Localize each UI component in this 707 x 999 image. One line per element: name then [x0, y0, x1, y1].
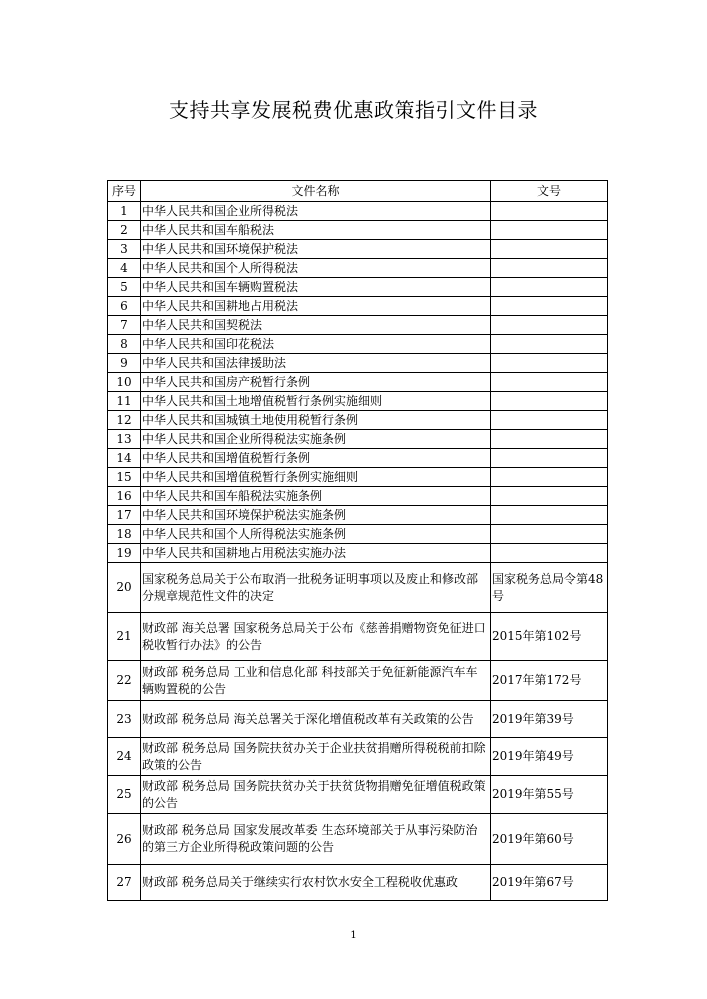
- document-name-cell: 中华人民共和国环境保护税法: [141, 240, 491, 259]
- table-row: [108, 449, 608, 468]
- document-number-cell: [491, 525, 608, 544]
- table-row: [108, 814, 608, 865]
- document-number-cell: 国家税务总局令第48号: [491, 563, 608, 613]
- document-number-cell: 2019年第49号: [491, 738, 608, 776]
- document-number-cell: 2019年第67号: [491, 865, 608, 901]
- row-number-cell: 16: [108, 487, 141, 506]
- document-number-cell: [491, 316, 608, 335]
- table-row: [108, 865, 608, 901]
- document-name-cell: 财政部 税务总局 国家发展改革委 生态环境部关于从事污染防治的第三方企业所得税政策问题的公告: [141, 814, 491, 865]
- row-number-cell: 17: [108, 506, 141, 525]
- row-number-cell: 25: [108, 776, 141, 814]
- document-number-cell: [491, 487, 608, 506]
- column-header-document-name: 文件名称: [141, 181, 491, 202]
- document-number-cell: 2019年第55号: [491, 776, 608, 814]
- document-name-cell: 中华人民共和国土地增值税暂行条例实施细则: [141, 392, 491, 411]
- row-number-cell: 12: [108, 411, 141, 430]
- document-name-cell: 国家税务总局关于公布取消一批税务证明事项以及废止和修改部分规章规范性文件的决定: [141, 563, 491, 613]
- table-row: [108, 544, 608, 563]
- page-number: 1: [350, 930, 357, 941]
- document-name-cell: 财政部 税务总局 国务院扶贫办关于扶贫货物捐赠免征增值税政策的公告: [141, 776, 491, 814]
- document-number-cell: [491, 259, 608, 278]
- table-row: [108, 613, 608, 661]
- table-row: [108, 259, 608, 278]
- document-name-cell: 中华人民共和国车船税法实施条例: [141, 487, 491, 506]
- document-number-cell: 2015年第102号: [491, 613, 608, 661]
- table-row: [108, 221, 608, 240]
- document-number-cell: [491, 373, 608, 392]
- document-title: 支持共享发展税费优惠政策指引文件目录: [169, 98, 538, 122]
- document-number-cell: [491, 297, 608, 316]
- document-name-cell: 财政部 税务总局关于继续实行农村饮水安全工程税收优惠政: [141, 865, 491, 901]
- document-number-cell: [491, 278, 608, 297]
- table-row: [108, 297, 608, 316]
- table-row: [108, 701, 608, 738]
- table-row: [108, 661, 608, 701]
- document-name-cell: 财政部 税务总局 国务院扶贫办关于企业扶贫捐赠所得税税前扣除政策的公告: [141, 738, 491, 776]
- table-row: [108, 278, 608, 297]
- document-name-cell: 中华人民共和国车辆购置税法: [141, 278, 491, 297]
- row-number-cell: 13: [108, 430, 141, 449]
- table-row: [108, 240, 608, 259]
- row-number-cell: 19: [108, 544, 141, 563]
- row-number-cell: 5: [108, 278, 141, 297]
- document-number-cell: 2019年第60号: [491, 814, 608, 865]
- row-number-cell: 22: [108, 661, 141, 701]
- document-number-cell: [491, 202, 608, 221]
- row-number-cell: 11: [108, 392, 141, 411]
- document-number-cell: [491, 221, 608, 240]
- table-row: [108, 776, 608, 814]
- column-header-document-number: 文号: [491, 181, 608, 202]
- row-number-cell: 6: [108, 297, 141, 316]
- document-number-cell: [491, 354, 608, 373]
- document-number-cell: [491, 430, 608, 449]
- table-row: [108, 563, 608, 613]
- document-name-cell: 财政部 税务总局 海关总署关于深化增值税改革有关政策的公告: [141, 701, 491, 738]
- table-row: [108, 373, 608, 392]
- row-number-cell: 2: [108, 221, 141, 240]
- row-number-cell: 20: [108, 563, 141, 613]
- document-name-cell: 财政部 税务总局 工业和信息化部 科技部关于免征新能源汽车车辆购置税的公告: [141, 661, 491, 701]
- row-number-cell: 4: [108, 259, 141, 278]
- table-row: [108, 316, 608, 335]
- document-number-cell: [491, 506, 608, 525]
- document-name-cell: 中华人民共和国房产税暂行条例: [141, 373, 491, 392]
- document-number-cell: [491, 392, 608, 411]
- table-row: [108, 335, 608, 354]
- document-name-cell: 中华人民共和国车船税法: [141, 221, 491, 240]
- document-name-cell: 中华人民共和国个人所得税法: [141, 259, 491, 278]
- document-name-cell: 中华人民共和国增值税暂行条例: [141, 449, 491, 468]
- row-number-cell: 21: [108, 613, 141, 661]
- table-row: [108, 468, 608, 487]
- row-number-cell: 10: [108, 373, 141, 392]
- document-name-cell: 财政部 海关总署 国家税务总局关于公布《慈善捐赠物资免征进口税收暂行办法》的公告: [141, 613, 491, 661]
- document-name-cell: 中华人民共和国企业所得税法实施条例: [141, 430, 491, 449]
- document-number-cell: [491, 335, 608, 354]
- document-number-cell: [491, 240, 608, 259]
- row-number-cell: 23: [108, 701, 141, 738]
- row-number-cell: 26: [108, 814, 141, 865]
- row-number-cell: 27: [108, 865, 141, 901]
- document-name-cell: 中华人民共和国城镇土地使用税暂行条例: [141, 411, 491, 430]
- table-row: [108, 411, 608, 430]
- document-name-cell: 中华人民共和国法律援助法: [141, 354, 491, 373]
- document-name-cell: 中华人民共和国个人所得税法实施条例: [141, 525, 491, 544]
- row-number-cell: 24: [108, 738, 141, 776]
- document-number-cell: 2019年第39号: [491, 701, 608, 738]
- table-row: [108, 430, 608, 449]
- row-number-cell: 1: [108, 202, 141, 221]
- document-name-cell: 中华人民共和国印花税法: [141, 335, 491, 354]
- row-number-cell: 3: [108, 240, 141, 259]
- table-row: [108, 354, 608, 373]
- document-number-cell: [491, 544, 608, 563]
- row-number-cell: 14: [108, 449, 141, 468]
- document-name-cell: 中华人民共和国耕地占用税法: [141, 297, 491, 316]
- table-row: [108, 525, 608, 544]
- table-body: [108, 202, 608, 901]
- table-row: [108, 202, 608, 221]
- document-name-cell: 中华人民共和国企业所得税法: [141, 202, 491, 221]
- table-row: [108, 487, 608, 506]
- document-name-cell: 中华人民共和国契税法: [141, 316, 491, 335]
- table-row: [108, 738, 608, 776]
- table-header-row: [108, 181, 608, 202]
- row-number-cell: 8: [108, 335, 141, 354]
- document-number-cell: [491, 449, 608, 468]
- column-header-number: 序号: [108, 181, 141, 202]
- catalog-table: [107, 180, 608, 901]
- row-number-cell: 15: [108, 468, 141, 487]
- document-number-cell: [491, 411, 608, 430]
- document-number-cell: [491, 468, 608, 487]
- table-row: [108, 392, 608, 411]
- document-name-cell: 中华人民共和国增值税暂行条例实施细则: [141, 468, 491, 487]
- document-number-cell: 2017年第172号: [491, 661, 608, 701]
- row-number-cell: 7: [108, 316, 141, 335]
- table-row: [108, 506, 608, 525]
- row-number-cell: 9: [108, 354, 141, 373]
- row-number-cell: 18: [108, 525, 141, 544]
- document-name-cell: 中华人民共和国耕地占用税法实施办法: [141, 544, 491, 563]
- document-name-cell: 中华人民共和国环境保护税法实施条例: [141, 506, 491, 525]
